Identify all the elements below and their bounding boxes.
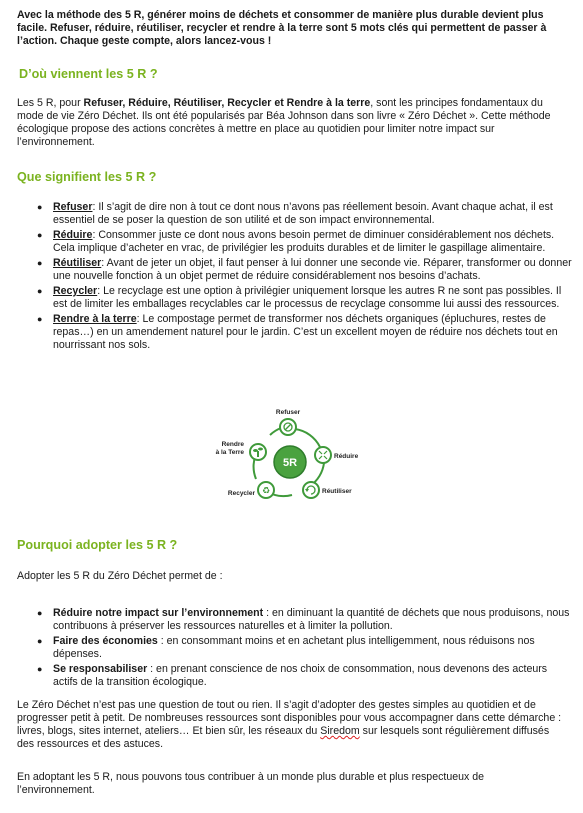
center-label: 5R — [282, 457, 298, 469]
origin-text-bold: Refuser, Réduire, Réutiliser, Recycler et Rendre à la terre — [83, 97, 371, 109]
section-title-origin: D’où viennent les 5 R ? — [19, 67, 158, 81]
zero-waste-text-start: Le Zéro Déchet n’est pas une question de tout ou rien. Il s’agit d’adopter des gestes simples au quotidien et de progresser petit à petit. De nombreuses ressources sont disponibles pour vous accompagner dans cette démarche : livres, blogs, sites internet, ateliers… Et bien sûr, les réseaux du — [17, 699, 562, 737]
list-item-term: Recycler — [53, 285, 98, 297]
five-r-diagram — [200, 405, 375, 505]
recycle-icon: ♻ — [261, 486, 271, 497]
list-item-term: Réduire — [53, 229, 93, 241]
origin-text-end: , sont les principes fondamentaux du mode de vie Zéro Déchet. Ils ont été popularisés par Béa Johnson dans son livre « Zéro Déchet ». Cette méthode écologique propose des actions concrètes à mettre en place au quotidien pour limiter notre impact sur l’environnement. — [17, 97, 551, 148]
bullet-icon: ● — [37, 230, 43, 240]
bullet-icon: ● — [37, 286, 43, 296]
list-item-text: : en diminuant la quantité de déchets que nous produisons, nous contribuons à préserver les ressources naturelles et à limiter la pollution. — [53, 607, 570, 632]
origin-paragraph — [17, 97, 569, 149]
bullet-icon: ● — [37, 664, 43, 674]
recycler-label: Recycler — [227, 490, 255, 497]
list-item-term: Se responsabiliser — [53, 663, 148, 675]
why-list — [17, 607, 573, 691]
list-item-term: Réduire notre impact sur l’environnement — [53, 607, 264, 619]
list-item-text: : en consommant moins et en achetant plus intelligemment, nous réduisons nos dépenses. — [53, 635, 535, 660]
meaning-list — [17, 201, 573, 354]
zero-waste-text-end: sur lesquels sont régulièrement diffusés des ressources et des astuces. — [17, 725, 550, 750]
siredom-word: Siredom — [320, 725, 360, 737]
cycle-arrow — [295, 429, 320, 447]
list-item — [17, 201, 573, 227]
list-item — [17, 663, 573, 689]
refuser-label: Refuser — [275, 409, 301, 416]
list-item — [17, 313, 573, 352]
zero-waste-paragraph — [17, 699, 569, 751]
rendre-label-line1: Rendre — [221, 441, 244, 448]
bullet-icon: ● — [37, 636, 43, 646]
list-item-text: : Le recyclage est une option à privilégier uniquement lorsque les autres R ne sont pas possibles. Il est de limiter les emballages recyclables car le processus de recyclage consomme lui aussi des ressources. — [53, 285, 562, 310]
why-lead: Adopter les 5 R du Zéro Déchet permet de : — [17, 570, 223, 582]
origin-text-start: Les 5 R, pour — [17, 97, 84, 109]
closing-paragraph: En adoptant les 5 R, nous pouvons tous contribuer à un monde plus durable et plus respectueux de l’environnement. — [17, 771, 485, 796]
list-item-text: : Consommer juste ce dont nous avons besoin permet de diminuer considérablement nos déchets. Cela implique d’acheter en vrac, de privilégier les produits durables et de limiter le gaspillage alimentaire. — [53, 229, 555, 254]
bullet-icon: ● — [37, 202, 43, 212]
section-title-meaning: Que signifient les 5 R ? — [17, 170, 157, 184]
reutiliser-node — [303, 482, 319, 498]
list-item — [17, 229, 573, 255]
list-item — [17, 635, 573, 661]
list-item — [17, 257, 573, 283]
reduire-label: Réduire — [334, 453, 359, 460]
list-item — [17, 607, 573, 633]
list-item-term: Refuser — [53, 201, 93, 213]
intro-paragraph: Avec la méthode des 5 R, générer moins de déchets et consommer de manière plus durable devient plus facile. Refuser, réduire, réutiliser, recycler et rendre à la terre sont 5 mots clés qui permettent de passer à l’action. Chaque geste compte, alors lancez-vous ! — [17, 9, 547, 47]
section-title-why: Pourquoi adopter les 5 R ? — [17, 538, 178, 552]
five-r-cycle-figure — [200, 405, 375, 505]
list-item-text: : en prenant conscience de nos choix de consommation, nous devenons des acteurs actifs de la transition écologique. — [53, 663, 548, 688]
list-item-term: Faire des économies — [53, 635, 158, 647]
rendre-label-line2: à la Terre — [215, 449, 244, 456]
bullet-icon: ● — [37, 314, 43, 324]
reutiliser-label: Réutiliser — [322, 488, 352, 495]
bullet-icon: ● — [37, 258, 43, 268]
bullet-icon: ● — [37, 608, 43, 618]
list-item-text: : Le compostage permet de transformer nos déchets organiques (épluchures, restes de repas…) en un amendement naturel pour le jardin. C’est un excellent moyen de réduire nos déchets tout en nourrissant nos sols. — [53, 313, 558, 351]
reduire-node — [315, 447, 331, 463]
list-item-term: Rendre à la terre — [53, 313, 137, 325]
list-item-text: : Il s’agit de dire non à tout ce dont nous n’avons pas réellement besoin. Avant chaque achat, il est essentiel de se poser la question de son utilité et de son impact environnemental. — [53, 201, 553, 226]
list-item — [17, 285, 573, 311]
list-item-term: Réutiliser — [53, 257, 102, 269]
list-item-text: : Avant de jeter un objet, il faut penser à lui donner une seconde vie. Réparer, transformer ou donner une nouvelle fonction à un objet permet de réduire considérablement nos besoins d’achats. — [53, 257, 572, 282]
